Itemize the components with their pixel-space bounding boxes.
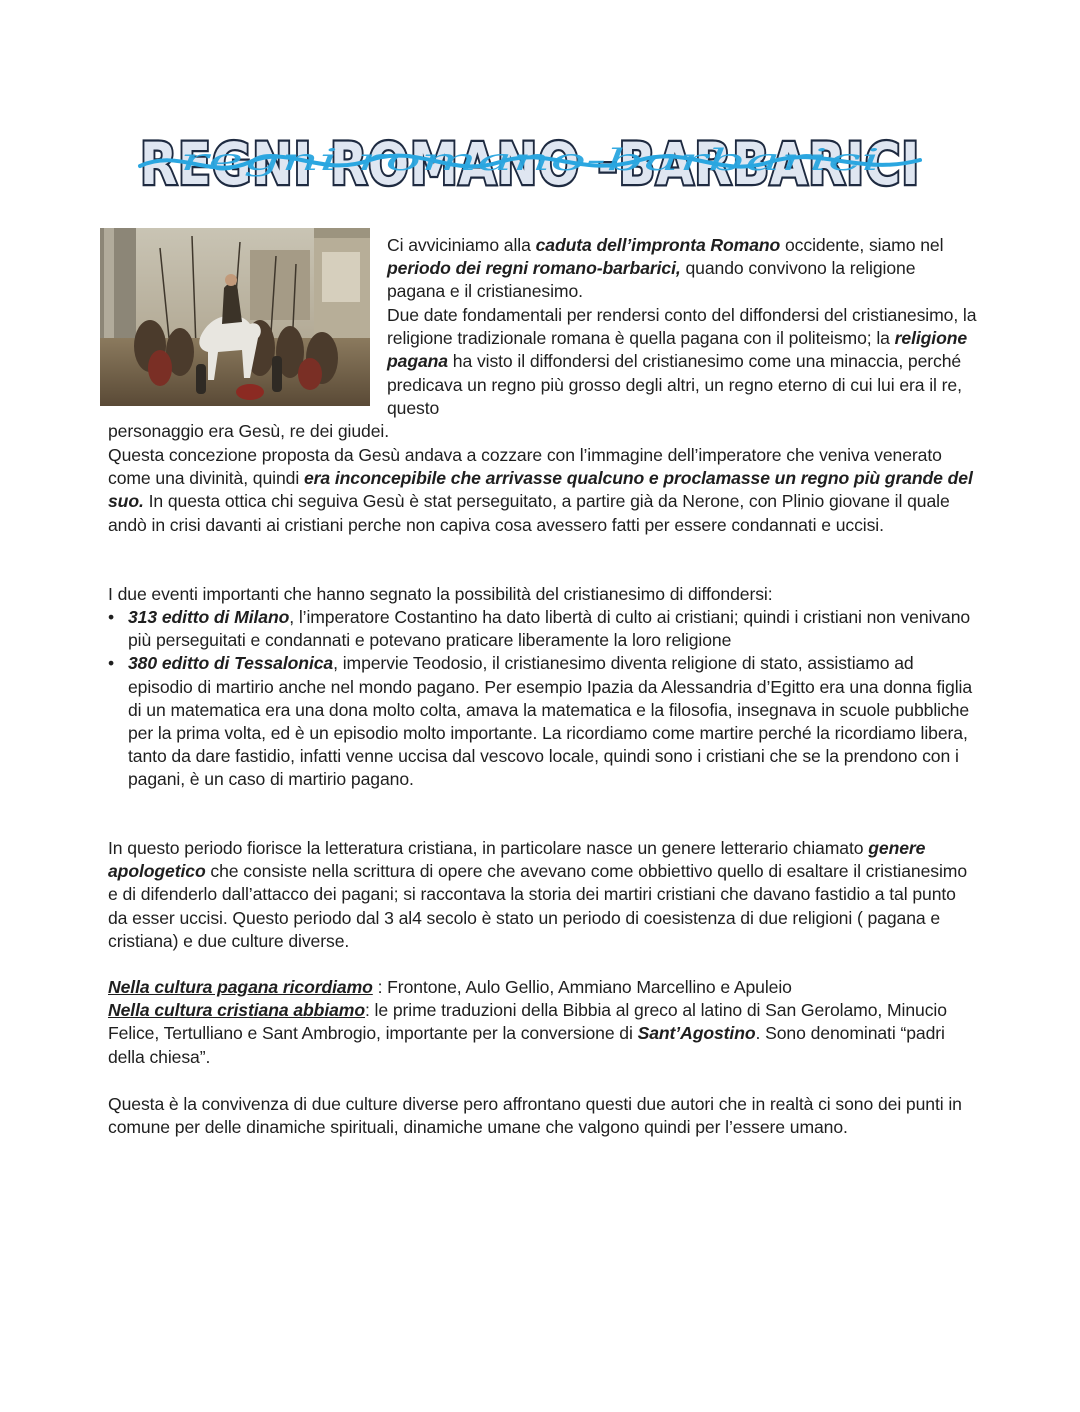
historical-painting-image xyxy=(100,228,370,406)
intro-paragraph xyxy=(387,234,977,304)
bullet-icon: • xyxy=(108,653,115,674)
intro-bold-2: periodo dei regni romano-barbarici, xyxy=(387,258,681,279)
intro2-bold-1: religione pagana xyxy=(387,328,968,372)
title-graphic xyxy=(120,118,940,208)
agostino-name: Sant’Agostino xyxy=(637,1023,756,1044)
list-item xyxy=(108,606,978,652)
concezione-text-1: Questa concezione proposta da Gesù andava a cozzare con l’immagine dell’imperatore che veniva venerato come una divinità, quindi xyxy=(108,445,942,489)
event-text: , impervie Teodosio, il cristianesimo diventa religione di stato, assistiamo ad episodio di martirio anche nel mondo pagano. Per esempio Ipazia da Alessandria d’Egitto era una donna figlia di un matematica era una dona molto colta, amava la matematica e la filosofia, insegnava in scuole pubbliche per la prima volta, ed è un episodio molto importante. La ricordiamo come martire perché la ricordiamo libera, tanto da dare fastidio, infatti venne uccisa dal vescovo locale, quindi sono i cristiani che se la prendono con i pagani, è un caso di martirio pagano. xyxy=(128,653,973,790)
letteratura-text-2: che consiste nella scrittura di opere che avevano come obbiettivo quello di esaltare il cristianesimo e di difenderlo dall’attacco dei pagani; si raccontava la storia dei martiri cristiani che davano fastidio a tal punto da esser uccisi. Questo periodo dal 3 al4 secolo è stato un periodo di coesistenza di due religioni ( pagana e cristiana) e due culture diverse. xyxy=(108,861,968,951)
intro2-text-1: Due date fondamentali per rendersi conto del diffondersi del cristianesimo, la religione tradizionale romana è quella pagana con il politeismo; la xyxy=(387,305,977,349)
event-text: , l’imperatore Costantino ha dato libertà di culto ai cristiani; quindi i cristiani non venivano più perseguitati e condannati e potevano praticare liberamente la loro religione xyxy=(128,607,971,651)
event-date: 380 editto di Tessalonica xyxy=(128,653,334,674)
list-item xyxy=(108,652,978,791)
intro-text-2: occidente, siamo nel xyxy=(780,235,944,255)
letteratura-bold-1: genere apologetico xyxy=(108,838,926,882)
intro-paragraph-2 xyxy=(387,304,977,420)
cristiana-text: : le prime traduzioni della Bibbia al greco al latino di San Gerolamo, Minucio Felice, Tertulliano e Sant Ambrogio, importante per la conversione di xyxy=(108,1000,947,1044)
events-list xyxy=(108,606,978,792)
cristiana-label: Nella cultura cristiana abbiamo xyxy=(108,1000,365,1021)
event-date: 313 editto di Milano xyxy=(128,607,290,627)
concezione-bold-1: era inconcepibile che arrivasse qualcuno e proclamasse un regno più grande del suo. xyxy=(108,468,973,512)
letteratura-paragraph xyxy=(108,837,978,953)
pagana-text: : Frontone, Aulo Gellio, Ammiano Marcellino e Apuleio xyxy=(372,977,792,997)
page-title xyxy=(120,118,940,208)
concezione-text-2: In questa ottica chi seguiva Gesù è stat perseguitato, a partire già da Nerone, con Plinio giovane il quale andò in crisi davanti ai cristiani perche non capiva cosa avessero fatti per essere condannati e uccisi. xyxy=(108,491,950,535)
intro-text-3: quando convivono la religione pagana e il cristianesimo. xyxy=(387,258,916,302)
intro-text-1: Ci avviciniamo alla xyxy=(387,235,536,255)
culture-paragraph xyxy=(108,976,978,1069)
title-text: REGNI ROMANO -BARBARICI xyxy=(140,130,920,198)
bullet-icon: • xyxy=(108,607,115,627)
painting-icon xyxy=(100,228,370,406)
final-paragraph: Questa è la convivenza di due culture diverse pero affrontano questi due autori che in realtà ci sono dei punti in comune per delle dinamiche spirituali, dinamiche umane che valgono quindi per l’essere umano. xyxy=(108,1094,962,1138)
pagana-label: Nella cultura pagana ricordiamo xyxy=(108,977,373,997)
intro-bold-1: caduta dell’impronta Romano xyxy=(535,235,781,255)
intro-continuation: personaggio era Gesù, re dei giudei. xyxy=(108,421,390,441)
title-script-text: regni romano-barbarici xyxy=(180,143,880,178)
concezione-paragraph xyxy=(108,444,978,537)
events-intro: I due eventi importanti che hanno segnato la possibilità del cristianesimo di diffondersi: xyxy=(108,584,773,604)
letteratura-text-1: In questo periodo fiorisce la letteratura cristiana, in particolare nasce un genere letterario chiamato xyxy=(108,838,869,858)
culture-end-text: . Sono denominati “padri della chiesa”. xyxy=(108,1023,945,1067)
intro2-text-2: ha visto il diffondersi del cristianesimo come una minaccia, perché predicava un regno più grosso degli altri, un regno eterno di cui lui era il re, questo xyxy=(387,351,962,418)
